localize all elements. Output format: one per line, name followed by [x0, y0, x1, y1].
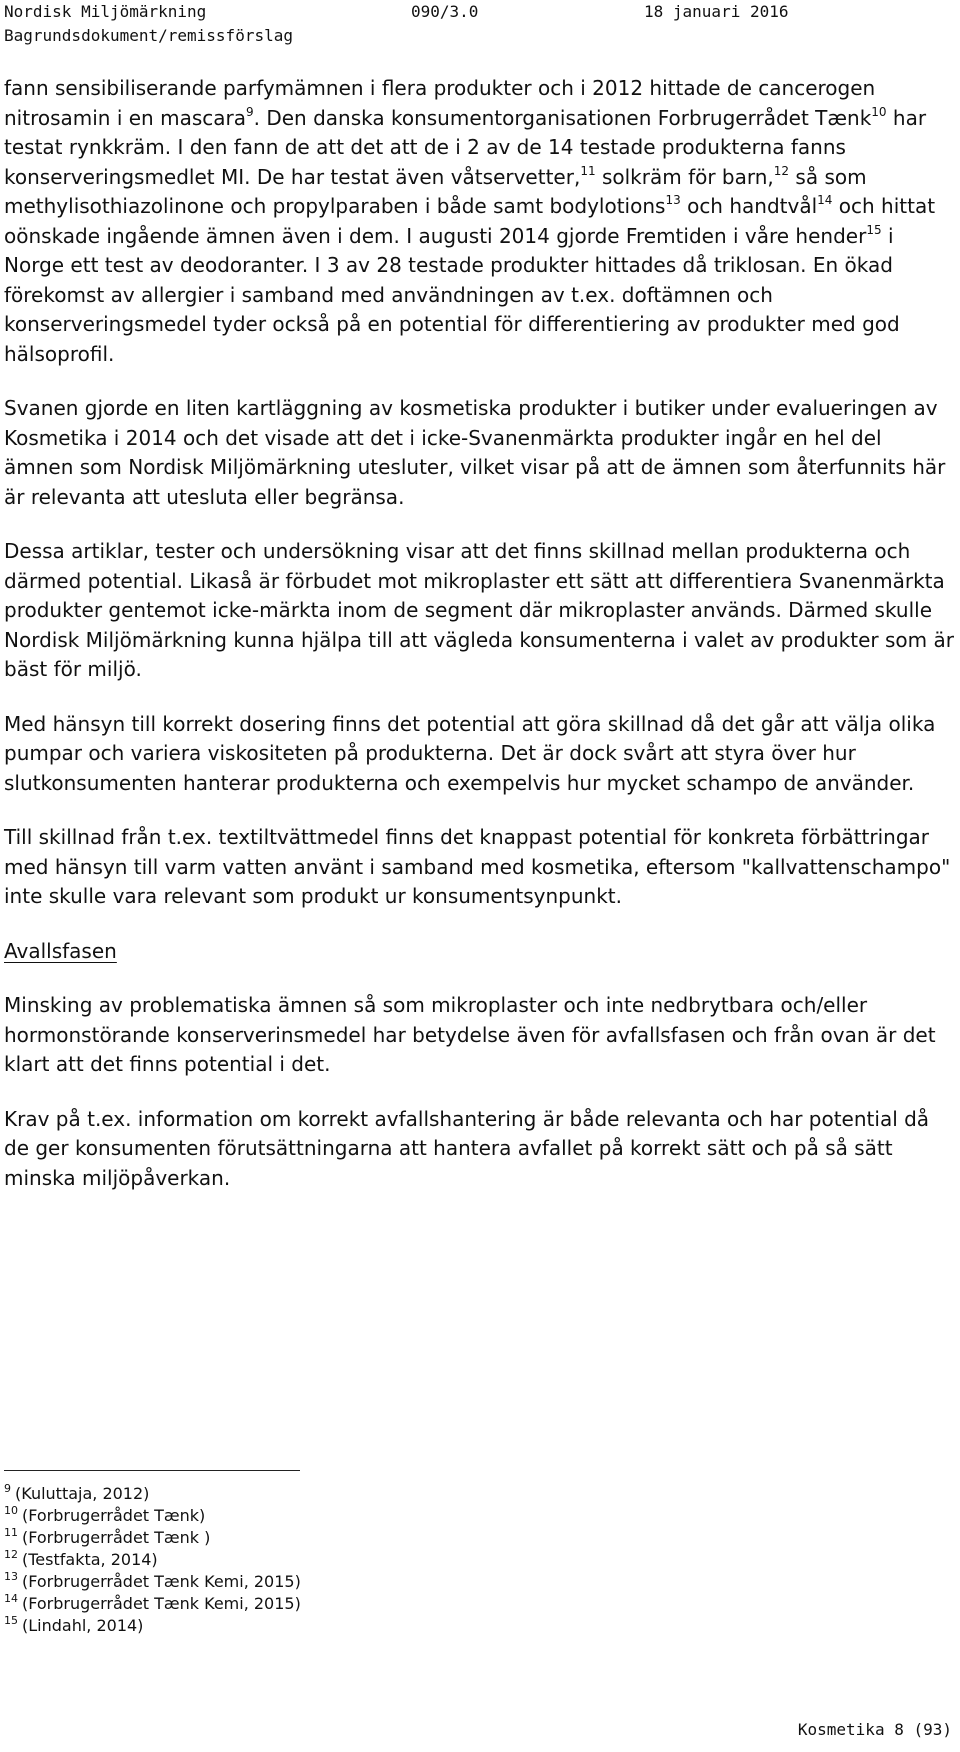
footnote-ref-9[interactable]: 9 — [245, 104, 254, 119]
footnote-number: 11 — [4, 1526, 18, 1539]
footnote-number: 12 — [4, 1548, 18, 1561]
footnote-item — [4, 1615, 704, 1637]
footnote-text: (Forbrugerrådet Tænk Kemi, 2015) — [22, 1594, 301, 1613]
section-heading — [4, 937, 954, 967]
paragraph-text: har testat rynkkräm. I den fann de att det att de i 2 av de 14 testade produkterna fanns konserveringsmedlet MI. De har testat även våtservetter, — [4, 105, 927, 189]
footnote-number: 15 — [4, 1614, 18, 1627]
page-number-label: Kosmetika 8 (93) — [797, 1720, 952, 1739]
paragraph-text: i Norge ett test av deodoranter. I 3 av 28 testade produkter hittades då triklosan. En ökad förekomst av allergier i samband med användningen av t.ex. doftämnen och konserveringsmedel tyder också på en potential för differentiering av produkter med god hälsoprofil. — [4, 223, 900, 366]
footnote-text: (Lindahl, 2014) — [22, 1616, 144, 1635]
footnote-item — [4, 1571, 704, 1593]
footnote-number: 14 — [4, 1592, 18, 1605]
paragraph-text: och handtvål — [680, 194, 818, 218]
header-version: 090/3.0 — [411, 2, 479, 21]
footnote-text: (Testfakta, 2014) — [22, 1550, 158, 1569]
footnote-text: (Kuluttaja, 2012) — [15, 1484, 150, 1503]
header-date: 18 januari 2016 — [644, 2, 789, 21]
paragraph-dosing: Med hänsyn till korrekt dosering finns det potential att göra skillnad då det går att välja olika pumpar och variera viskositeten på produkterna. Det är dock svårt att styra över hur slutkonsumenten hanterar produkterna och exempelvis hur mycket schampo de använder. — [4, 711, 936, 795]
paragraph-waste-substances: Minsking av problematiska ämnen så som mikroplaster och inte nedbrytbara och/eller hormonstörande konserverinsmedel har betydelse även för avfallsfasen och från ovan är det klart att det finns potential i det. — [4, 993, 936, 1076]
footnote-ref-15[interactable]: 15 — [866, 222, 882, 237]
footnote-item — [4, 1505, 704, 1527]
paragraph-text: . Den danska konsumentorganisationen Forbrugerrådet Tænk — [253, 105, 872, 130]
document-body — [4, 74, 954, 1218]
footnote-text: (Forbrugerrådet Tænk ) — [22, 1528, 211, 1547]
footnote-item — [4, 1527, 704, 1549]
footnote-number: 9 — [4, 1482, 11, 1495]
paragraph-text: fann sensibiliserande parfymämnen i flera produkter och i 2012 hittade de cancerogen nitrosamin i en mascara — [4, 76, 876, 130]
footnote-text: (Forbrugerrådet Tænk) — [22, 1506, 206, 1525]
header-bottom-row — [4, 24, 904, 48]
footnote-ref-14[interactable]: 14 — [817, 193, 833, 207]
page-footer — [798, 1719, 952, 1741]
header-top-row — [4, 0, 904, 24]
paragraph-potential: Dessa artiklar, tester och undersökning visar att det finns skillnad mellan produkterna och därmed potential. Likaså är förbudet mot mikroplaster ett sätt att differentiera Svanenmärkta produkter gentemot icke-märkta inom de segment där mikroplaster används. Därmed skulle Nordisk Miljömärkning kunna hjälpa till att vägleda konsumenterna i valet av produkter som är bäst för miljö. — [4, 539, 954, 681]
section-heading-text: Avallsfasen — [4, 938, 117, 963]
paragraph-text: så som methylisothiazolinone och propylparaben i både samt bodylotions — [4, 164, 867, 218]
footnote-text: (Forbrugerrådet Tænk Kemi, 2015) — [22, 1572, 301, 1591]
footnote-ref-13[interactable]: 13 — [665, 193, 681, 207]
footnote-item — [4, 1593, 704, 1615]
page-header — [4, 0, 904, 48]
paragraph-svanen-survey: Svanen gjorde en liten kartläggning av kosmetiska produkter i butiker under evalueringen av Kosmetika i 2014 och det visade att det i icke-Svanenmärkta produkter ingår en hel del ämnen som Nordisk Miljömärkning utesluter, vilket visar på att de ämnen som återfunnits här är relevanta att utesluta eller begränsa. — [4, 396, 946, 509]
footnote-item — [4, 1483, 704, 1505]
header-organization: Nordisk Miljömärkning — [4, 2, 207, 21]
paragraph-textile-comparison: Till skillnad från t.ex. textiltvättmedel finns det knappast potential för konkreta förbättringar med hänsyn till varm vatten använt i samband med kosmetika, eftersom "kallvattenschampo" inte skulle vara relevant som produkt ur konsumentsynpunkt. — [4, 825, 951, 908]
footnote-ref-10[interactable]: 10 — [871, 104, 887, 119]
footnote-separator — [4, 1470, 300, 1471]
paragraph-text: och hittat oönskade ingående ämnen även i dem. I augusti 2014 gjorde Fremtiden i våre hender — [4, 194, 936, 248]
paragraph-consumer-tests — [4, 74, 954, 369]
footnote-number: 10 — [4, 1504, 18, 1517]
paragraph-text: solkräm för barn, — [595, 164, 774, 189]
footnote-item — [4, 1549, 704, 1571]
paragraph-waste-information: Krav på t.ex. information om korrekt avfallshantering är både relevanta och har potential då de ger konsumenten förutsättningarna att hantera avfallet på korrekt sätt och på så sätt minska miljöpåverkan. — [4, 1106, 930, 1190]
footnotes — [4, 1483, 704, 1637]
header-subtitle: Bagrundsdokument/remissförslag — [4, 26, 293, 45]
footnote-number: 13 — [4, 1570, 18, 1583]
footnote-ref-11[interactable]: 11 — [580, 163, 596, 178]
footnote-ref-12[interactable]: 12 — [773, 163, 790, 178]
